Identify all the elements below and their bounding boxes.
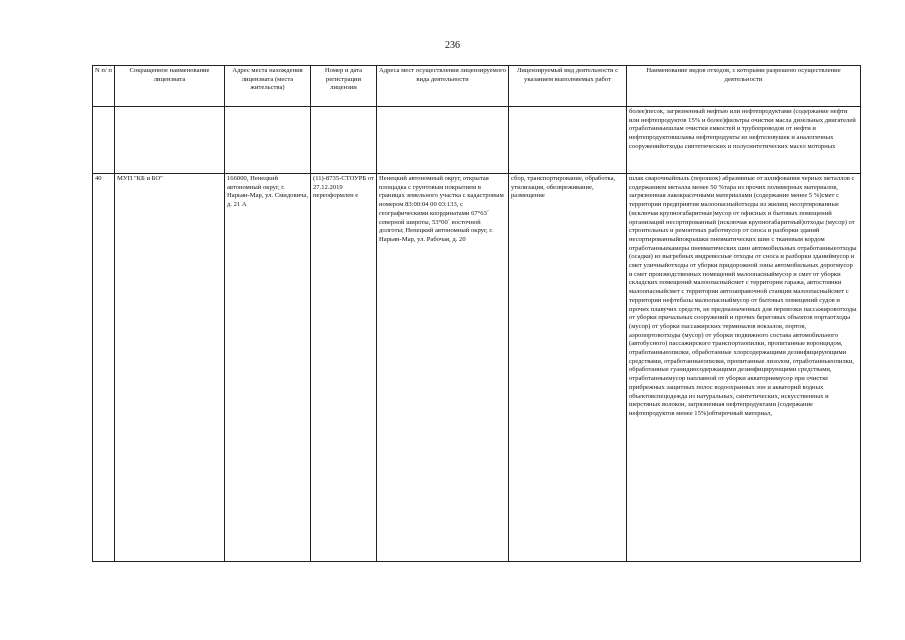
cell-license: (11)-8735-СТОУРБ от 27.12.2019 переоформлен е — [311, 174, 377, 562]
table-header-row — [93, 66, 861, 107]
cell-number: 40 — [93, 174, 115, 562]
cell-address: 166000, Ненецкий автономный округ, г. Нарьян-Мар, ул. Смидовича, д. 21 А — [225, 174, 311, 562]
header-licensee: Сокращенное наименование лицензиата — [115, 66, 225, 107]
header-activity-places: Адреса мест осуществления лицензируемого вида деятельности — [377, 66, 509, 107]
cell-licensee — [115, 107, 225, 174]
header-activity-type: Лицензируемый вид деятельности с указанием выполняемых работ — [509, 66, 627, 107]
cell-activity-places: Ненецкий автономный округ, открытая площадка с грунтовым покрытием в границах земельного участка с кадастровым номером 83:00:04 00 03:133, с географическими координатами 67°63´ северной широты, 53°00´ восточной долготы; Ненецкий автономный округ, г. Нарьян-Мар, ул. Рабочая, д. 20 — [377, 174, 509, 562]
cell-activity-places — [377, 107, 509, 174]
cell-waste-types: более)песок, загрязненный нефтью или нефтепродуктами (содержание нефти или нефтепродуктов 15% и более)фильтры очистки масла дизельных двигателей отработанныешлам очистки емкостей и трубопроводов от нефти и нефтепродуктовшламы нефтепродукты из нефтеловушек и аналогичных сооруженийотходы синтетических и полусинтетических масел моторных — [627, 107, 861, 174]
license-registry-table — [92, 65, 861, 562]
header-waste-types: Наименование видов отходов, с которыми разрешено осуществление деятельности — [627, 66, 861, 107]
cell-waste-types: шлак сварочныйпыль (порошок) абразивные от шлифования черных металлов с содержанием металла менее 50 %тара из прочих полимерных материалов, загрязненная лакокрасочными материалами (содержание менее 5 %)смет с территории предприятия малоопасныйотходы из жилищ несортированные (исключая крупногабаритные)мусор от офисных и бытовых помещений организаций несортированный (исключая крупногабаритный)отходы (мусор) от строительных и ремонтных работмусор от сноса и разборки зданий несортированныйпокрышки пневматических шин с тканевым кордом отработанныекамеры пневматических шин автомобильных отработанныеотходы (осадки) из выгребных ямдревесные отходы от сноса и разборки зданиймусор и смет уличныйотходы от уборки придорожной зоны автомобильных дорогмусор и смет производственных помещений малоопасныймусор и смет от уборки складских помещений малоопасныйсмет с территории гаража, автостоянки малоопасныйсмет с территории автозаправочной станции малоопасныйсмет с территории нефтебазы малоопасныймусор от бытовых помещений судов и прочих плавучих средств, не предназначенных для перевозки пассажировотходы от уборки причальных сооружений и прочих береговых объектов портаотходы (мусор) от уборки пассажирских терминалов вокзалов, портов, аэропортовотходы (мусор) от уборки подвижного состава автомобильного (автобусного) пассажирского транспортаопилки, пропитанные воронцидом, отработанныеопилки, обработанные хлорсодержащими дезинфицирующими средствами, отработанныеопилки, пропитанные лизолом, отработанныеопилки, обработанные гуанидинсодержащими дезинфицирующими средствами, отработанныемусор наплавной от уборки акваториимусор при очистке прибрежных защитных полос водоохранных зон и акваторий водных объектовспецодежда из натуральных, синтетических, искусственных и шерстяных волокон, загрязненная нефтепродуктами (содержание нефтепродуктов менее 15%)обтирочный материал, — [627, 174, 861, 562]
table-row-continuation — [93, 107, 861, 174]
cell-address — [225, 107, 311, 174]
table-row — [93, 174, 861, 562]
page-number: 236 — [445, 40, 460, 51]
header-number: N п/ п — [93, 66, 115, 107]
cell-licensee: МУП "КБ и БО" — [115, 174, 225, 562]
cell-activity-type — [509, 107, 627, 174]
header-license: Номер и дата регистрации лицензии — [311, 66, 377, 107]
cell-number — [93, 107, 115, 174]
cell-activity-type: сбор, транспортирование, обработка, утилизация, обезвреживание, размещение — [509, 174, 627, 562]
cell-license — [311, 107, 377, 174]
header-address: Адрес места нахождения лицензиата (места жительства) — [225, 66, 311, 107]
